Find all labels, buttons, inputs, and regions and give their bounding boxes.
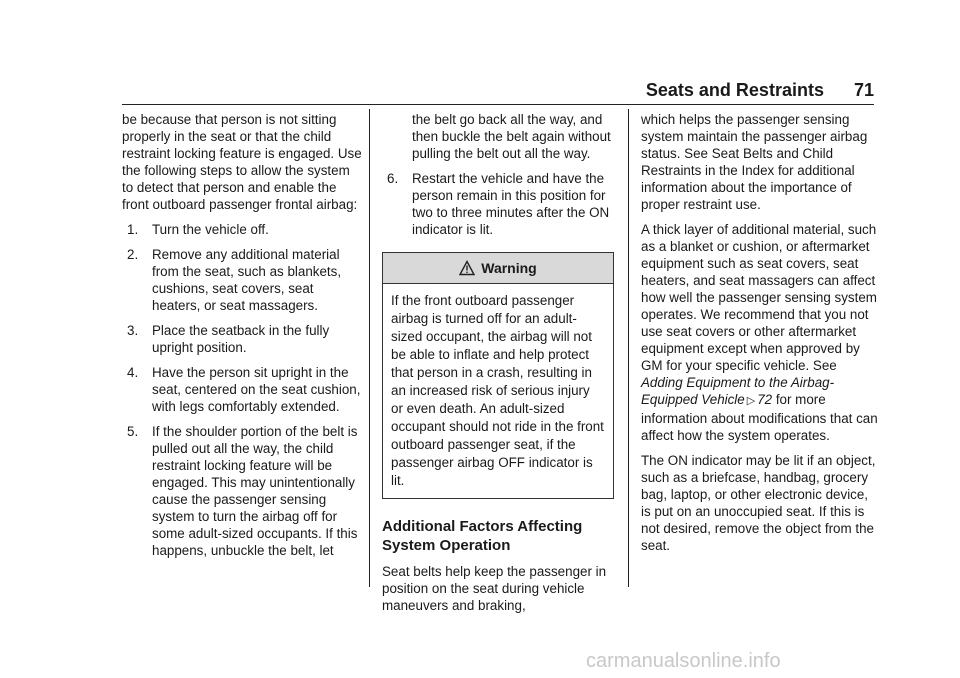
warning-triangle-icon	[459, 260, 475, 276]
step-item	[382, 170, 614, 238]
warning-text: If the front outboard passenger airbag is turned off for an adult-sized occupant, the airbag will not be able to inflate and help protect that person in a crash, resulting in an increased risk of serious injury or even death. An adult-sized occupant should not ride in the front outboard passenger seat, if the passenger airbag OFF indicator is lit.	[391, 293, 604, 488]
paragraph: The ON indicator may be lit if an object, such as a briefcase, handbag, grocery bag, laptop, or other electronic device, is put on an unoccupied seat. If this is not desired, remove the object from the seat.	[641, 453, 876, 553]
step-text: Place the seatback in the fully upright position.	[152, 323, 330, 355]
warning-box	[382, 252, 614, 499]
step-text: Restart the vehicle and have the person remain in this position for two to three minutes after the ON indicator is lit.	[412, 171, 610, 237]
section-heading: Additional Factors Affecting System Operation	[382, 518, 583, 554]
step-item	[122, 221, 362, 238]
paragraph-text: A thick layer of additional material, such as a blanket or cushion, or aftermarket equipment such as seat covers, seat heaters, and seat massagers can affect how well the passenger sensing system operates. We recommend that you not use seat covers or other aftermarket equipment except when approved by GM for your specific vehicle. See	[641, 222, 877, 373]
step-number: 6.	[387, 171, 399, 186]
intro-paragraph: be because that person is not sitting properly in the seat or that the child restraint locking feature is engaged. Use the following steps to allow the system to detect that person and enable the front outboard passenger frontal airbag:	[122, 112, 362, 212]
step-item	[122, 364, 362, 415]
step-text: the belt go back all the way, and then buckle the belt again without pulling the belt out all the way.	[412, 112, 611, 161]
paragraph-text: for more information about modifications that can affect how the system operates.	[641, 392, 878, 443]
paragraph: which helps the passenger sensing system maintain the passenger airbag status. See Seat Belts and Child Restraints in the Index for additional information about the importance of proper restraint use.	[641, 112, 868, 212]
page-header	[0, 80, 874, 104]
step-number: 2.	[127, 247, 139, 262]
column-2	[382, 111, 614, 622]
watermark: carmanualsonline.info	[586, 650, 781, 672]
step-item	[122, 322, 362, 356]
header-rule	[122, 104, 874, 105]
step-continuation	[382, 111, 614, 162]
cross-reference-link[interactable]: Adding Equipment to the Airbag-Equipped Vehicle	[641, 375, 835, 407]
step-number: 1.	[127, 222, 139, 237]
step-number: 3.	[127, 323, 139, 338]
column-divider-1	[369, 109, 370, 587]
column-3	[641, 111, 881, 562]
step-text: If the shoulder portion of the belt is pulled out all the way, the child restraint locking feature will be engaged. This may unintentionally cause the passenger sensing system to turn the airbag off for some adult-sized occupants. If this happens, unbuckle the belt, let	[152, 424, 358, 558]
step-number: 4.	[127, 365, 139, 380]
column-divider-2	[628, 109, 629, 587]
steps-list	[122, 221, 362, 559]
step-text: Have the person sit upright in the seat, centered on the seat cushion, with legs comfortably extended.	[152, 365, 361, 414]
step-text: Turn the vehicle off.	[152, 222, 269, 237]
paragraph	[641, 221, 881, 444]
step-item	[122, 246, 362, 314]
column-1	[122, 111, 362, 567]
step-item	[122, 423, 362, 559]
page-ref-arrow-icon: ▷	[746, 395, 756, 407]
step-number: 5.	[127, 424, 139, 439]
warning-title: Warning	[481, 259, 537, 276]
step-text: Remove any additional material from the seat, such as blankets, cushions, seat covers, seat heaters, or seat massagers.	[152, 247, 342, 313]
cross-reference-page[interactable]: 72	[757, 392, 773, 407]
page-number: 71	[853, 80, 874, 100]
section-title: Seats and Restraints	[645, 80, 824, 100]
warning-header	[383, 253, 613, 284]
paragraph: Seat belts help keep the passenger in position on the seat during vehicle maneuvers and braking,	[382, 564, 607, 613]
